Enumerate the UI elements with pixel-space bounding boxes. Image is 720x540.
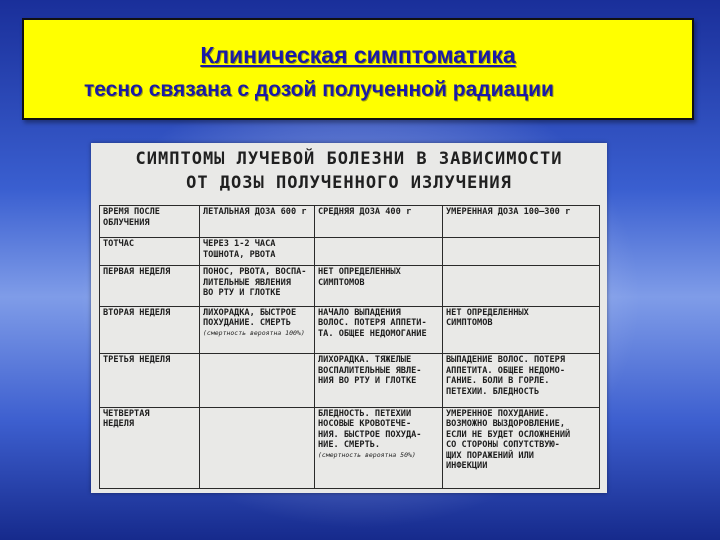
table-row bbox=[100, 306, 600, 353]
cell-moderate: ВЫПАДЕНИЕ ВОЛОС. ПОТЕРЯ АППЕТИТА. ОБЩЕЕ НЕДОМО- ГАНИЕ. БОЛИ В ГОРЛЕ. ПЕТЕХИИ. БЛЕДНОСТЬ bbox=[443, 353, 600, 407]
row-time: ТОТЧАС bbox=[100, 238, 200, 266]
header-medium-dose: СРЕДНЯЯ ДОЗА 400 r bbox=[315, 206, 443, 238]
row-time: ВТОРАЯ НЕДЕЛЯ bbox=[100, 306, 200, 353]
cell-lethal: ПОНОС, РВОТА, ВОСПА- ЛИТЕЛЬНЫЕ ЯВЛЕНИЯ ВО РТУ И ГЛОТКЕ bbox=[200, 266, 315, 307]
cell-lethal-text: ЛИХОРАДКА, БЫСТРОЕ ПОХУДАНИЕ. СМЕРТЬ bbox=[203, 307, 297, 329]
table-row bbox=[100, 407, 600, 489]
cell-medium bbox=[315, 238, 443, 266]
table-header-row bbox=[100, 206, 600, 238]
mortality-note: (смертность вероятна 100%) bbox=[203, 328, 305, 337]
symptoms-table bbox=[99, 205, 600, 489]
cell-moderate: НЕТ ОПРЕДЕЛЕННЫХ СИМПТОМОВ bbox=[443, 306, 600, 353]
cell-moderate bbox=[443, 238, 600, 266]
cell-lethal: ЧЕРЕЗ 1-2 ЧАСА ТОШНОТА, РВОТА bbox=[200, 238, 315, 266]
cell-lethal bbox=[200, 407, 315, 489]
poster-title-line-1: СИМПТОМЫ ЛУЧЕВОЙ БОЛЕЗНИ В ЗАВИСИМОСТИ bbox=[135, 149, 563, 169]
row-time: ТРЕТЬЯ НЕДЕЛЯ bbox=[100, 353, 200, 407]
mortality-note: (смертность вероятна 50%) bbox=[318, 450, 416, 459]
cell-moderate: УМЕРЕННОЕ ПОХУДАНИЕ. ВОЗМОЖНО ВЫЗДОРОВЛЕНИЕ, ЕСЛИ НЕ БУДЕТ ОСЛОЖНЕНИЙ СО СТОРОНЫ СОПУТСТВУЮ- ЩИХ ПОРАЖЕНИЙ ИЛИ ИНФЕКЦИИ bbox=[443, 407, 600, 489]
cell-lethal bbox=[200, 353, 315, 407]
header-time: ВРЕМЯ ПОСЛЕ ОБЛУЧЕНИЯ bbox=[100, 206, 200, 238]
row-time: ПЕРВАЯ НЕДЕЛЯ bbox=[100, 266, 200, 307]
cell-lethal bbox=[200, 306, 315, 353]
cell-medium bbox=[315, 407, 443, 489]
cell-moderate bbox=[443, 266, 600, 307]
cell-medium-text: БЛЕДНОСТЬ. ПЕТЕХИИ НОСОВЫЕ КРОВОТЕЧЕ- НИЯ. БЫСТРОЕ ПОХУДА- НИЕ. СМЕРТЬ. bbox=[318, 408, 422, 451]
row-time: ЧЕТВЕРТАЯ НЕДЕЛЯ bbox=[100, 407, 200, 489]
title-banner bbox=[22, 18, 694, 120]
header-moderate-dose: УМЕРЕННАЯ ДОЗА 100—300 r bbox=[443, 206, 600, 238]
cell-medium: ЛИХОРАДКА. ТЯЖЕЛЫЕ ВОСПАЛИТЕЛЬНЫЕ ЯВЛЕ- НИЯ ВО РТУ И ГЛОТКЕ bbox=[315, 353, 443, 407]
poster-title-line-2: ОТ ДОЗЫ ПОЛУЧЕННОГО ИЗЛУЧЕНИЯ bbox=[186, 173, 512, 193]
header-lethal-dose: ЛЕТАЛЬНАЯ ДОЗА 600 r bbox=[200, 206, 315, 238]
cell-medium: НЕТ ОПРЕДЕЛЕННЫХ СИМПТОМОВ bbox=[315, 266, 443, 307]
table-row bbox=[100, 353, 600, 407]
poster-photo bbox=[91, 143, 607, 493]
table-row bbox=[100, 238, 600, 266]
cell-medium: НАЧАЛО ВЫПАДЕНИЯ ВОЛОС. ПОТЕРЯ АППЕТИ- ТА. ОБЩЕЕ НЕДОМОГАНИЕ bbox=[315, 306, 443, 353]
slide-subtitle: тесно связана с дозой полученной радиации bbox=[84, 78, 554, 101]
table-row bbox=[100, 266, 600, 307]
slide-title: Клиническая симптоматика bbox=[200, 42, 516, 68]
